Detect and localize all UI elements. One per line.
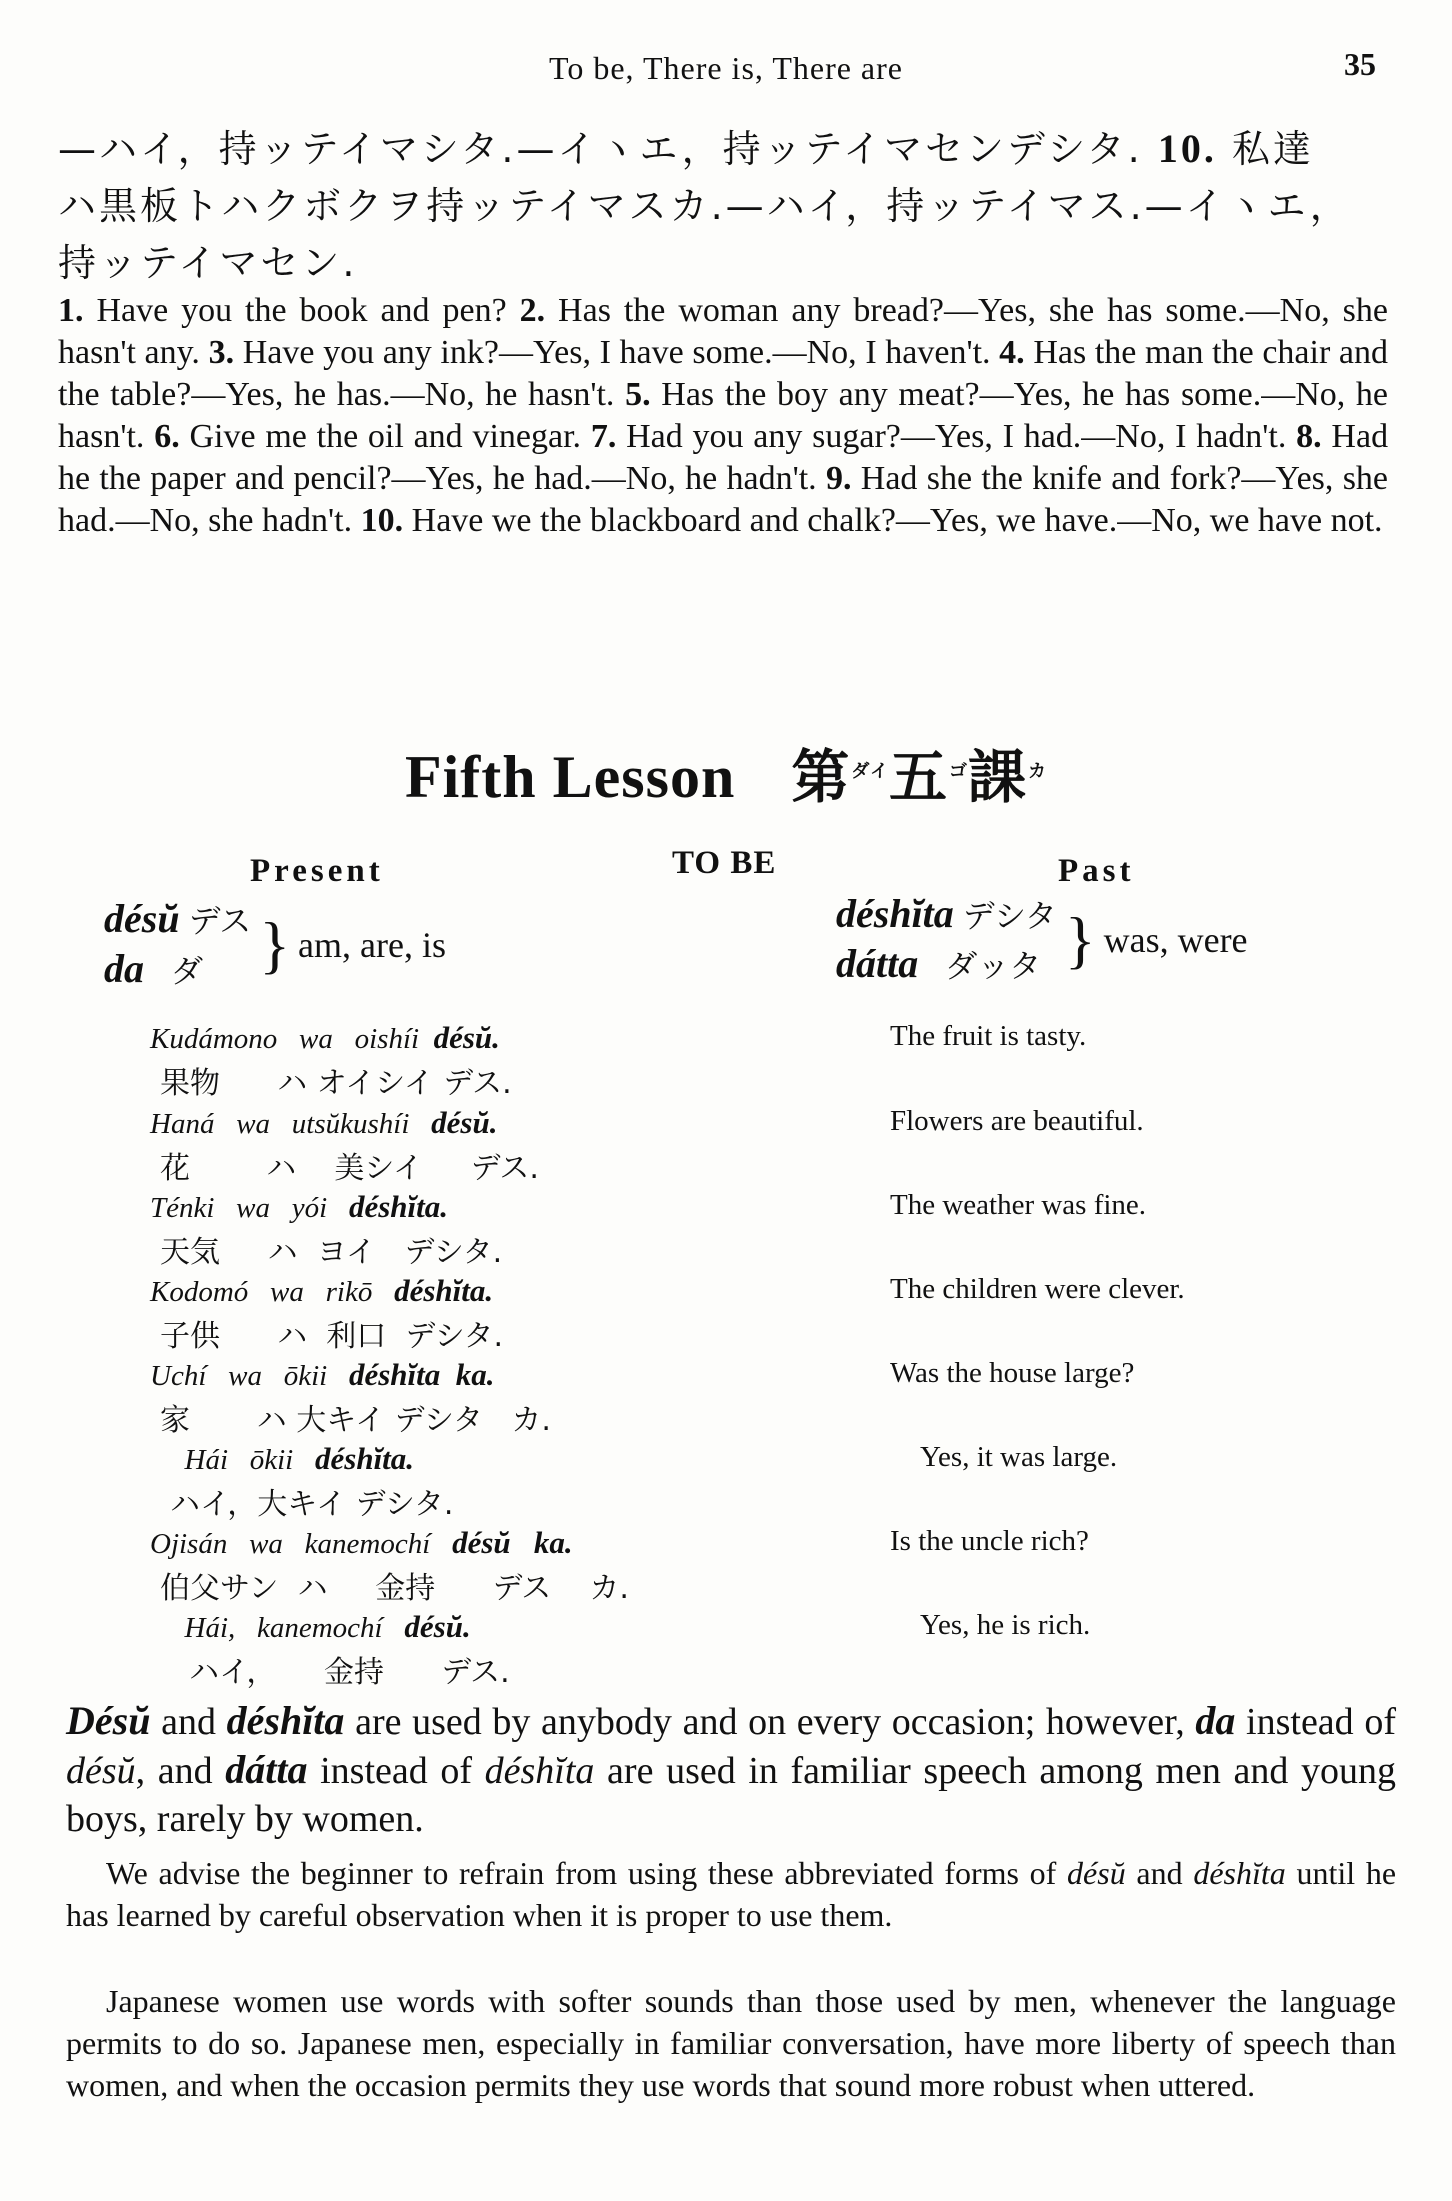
english-exercise: [58, 290, 1388, 542]
past-heading: Past: [1058, 853, 1135, 889]
present-meaning: am, are, is: [298, 925, 446, 965]
example-row: Ténki wa yói déshĭta. 天気 ハ ヨイ デシタ. The weather was fine.: [150, 1189, 1147, 1270]
example-row: Hái, kanemochí désŭ. ハイ， 金持 デス. Yes, he is rich.: [170, 1609, 1091, 1690]
past-forms: déshĭta デシタ dátta ダッタ } was, were: [836, 891, 1248, 986]
past-meaning: was, were: [1103, 920, 1248, 960]
exercise-item: 7. Had you any sugar?—Yes, I had.—No, I hadn't.: [590, 418, 1287, 455]
to-be-heading: TO BE: [672, 845, 777, 881]
page-number: 35: [1344, 46, 1376, 82]
example-row: Hái ōkii déshĭta. ハイ，大キイ デシタ. Yes, it was large.: [170, 1441, 1118, 1522]
explanation-paragraph: Désŭ and déshĭta are used by anybody and on every occasion; however, da instead of désŭ, and dátta instead of déshĭta are used in familiar speech among men and young boys, rarely by women.: [66, 1698, 1396, 1840]
lesson-title-japanese: 第$^{ダイ}$五$^ゴ$課$^カ$: [791, 743, 1048, 811]
exercise-item: 4. Has the man the chair and the table?—Yes, he has.—No, he hasn't.: [58, 334, 1389, 413]
example-row: Uchí wa ōkii déshĭta ka. 家 ハ 大キイ デシタ カ. Was the house large?: [150, 1357, 1135, 1438]
jp-line-3: 持ッテイマセン.: [58, 241, 358, 285]
exercise-number-10: 10.: [1157, 126, 1217, 171]
women-paragraph: Japanese women use words with softer sounds than those used by men, whenever the language permits to do so. Japanese men, especially in familiar conversation, have more liberty of speech than women, and when the occasion permits they use words that sound more robust when uttered.: [66, 1983, 1396, 2103]
exercise-item: 2. Has the woman any bread?—Yes, she has some.—No, she hasn't any.: [58, 292, 1388, 371]
example-row: Haná wa utsŭkushíi désŭ. 花 ハ 美シイ デス. Flowers are beautiful.: [150, 1105, 1144, 1186]
present-heading: Present: [250, 853, 384, 889]
exercise-item: 9. Had she the knife and fork?—Yes, she had.—No, she hadn't.: [58, 460, 1389, 539]
exercise-item: 8. Had he the paper and pencil?—Yes, he had.—No, he hadn't.: [58, 418, 1389, 497]
exercise-item: 5. Has the boy any meat?—Yes, he has some.—No, he hasn't.: [58, 376, 1389, 455]
jp-line-1: —ハイ，持ッテイマシタ.—イヽエ，持ッテイマセンデシタ. 10. 私達: [58, 126, 1314, 171]
example-row: Ojisán wa kanemochí désŭ ka. 伯父サン ハ 金持 デス カ. Is the uncle rich?: [150, 1525, 1089, 1606]
jp-line-2: ハ黒板トハクボクヲ持ッテイマスカ.—ハイ，持ッテイマス.—イヽエ，: [58, 184, 1351, 228]
exercise-item: 6. Give me the oil and vinegar.: [154, 418, 582, 455]
japanese-exercise: [58, 120, 1388, 292]
example-row: Kudámono wa oishíi désŭ. 果物 ハ オイシイ デス. The fruit is tasty.: [150, 1020, 1087, 1101]
example-row: Kodomó wa rikō déshĭta. 子供 ハ 利口 デシタ. The children were clever.: [150, 1273, 1185, 1354]
exercise-item: 1. Have you the book and pen?: [58, 292, 507, 329]
exercise-item: 3. Have you any ink?—Yes, I have some.—No, I haven't.: [208, 334, 991, 371]
running-header: To be, There is, There are: [549, 50, 903, 86]
advice-paragraph: We advise the beginner to refrain from using these abbreviated forms of désŭ and déshĭta until he has learned by careful observation when it is proper to use them.: [66, 1855, 1397, 1933]
lesson-title-english: Fifth Lesson: [404, 744, 736, 810]
exercise-item: 10. Have we the blackboard and chalk?—Yes, we have.—No, we have not.: [360, 502, 1383, 539]
lesson-title: [0, 730, 1452, 814]
present-forms: désŭ デス da ダ } am, are, is: [104, 896, 446, 991]
